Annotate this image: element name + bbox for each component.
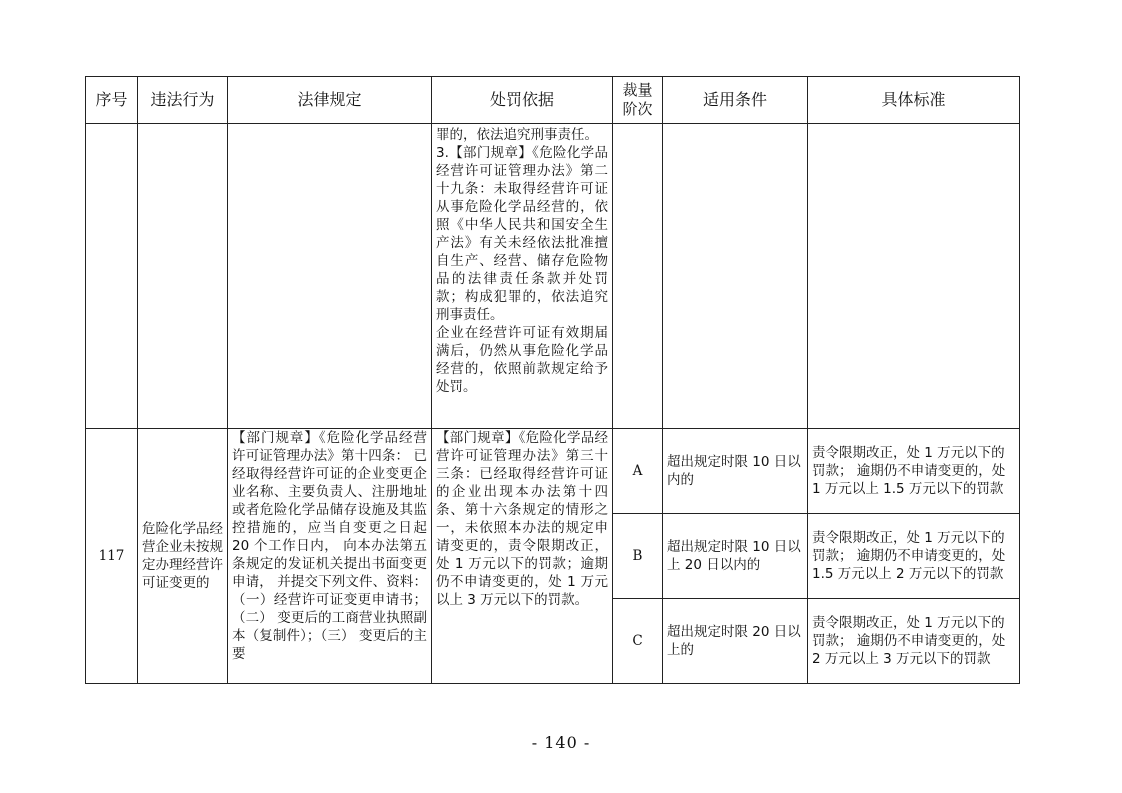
header-standard: 具体标准 bbox=[808, 77, 1020, 124]
table-row-117-a bbox=[86, 429, 1020, 514]
tier-standard-a: 责令限期改正，处 1 万元以下的罚款； 逾期仍不申请变更的，处 1 万元以上 1.5 万元以下的罚款 bbox=[808, 429, 1020, 514]
header-tier-line2: 阶次 bbox=[622, 100, 653, 118]
row117-law: 【部门规章】《危险化学品经营许可证管理办法》第十四条： 已经取得经营许可证的企业变更企业名称、主要负责人、注册地址或者危险化学品储存设施及其监控措施的，应当自变更之日起 20 个工作日内， 向本办法第五条规定的发证机关提出书面变更申请， 并提交下列文件、资料：（一）经营许可证变更申请书；（二） 变更后的工商营业执照副本（复制件）；（三） 变更后的主要 bbox=[228, 429, 432, 684]
continuation-penalty-cell bbox=[432, 124, 613, 429]
row117-penalty: 【部门规章】《危险化学品经营许可证管理办法》第三十三条：已经取得经营许可证的企业出现本办法第十四条、第十六条规定的情形之一，未依照本办法的规定申请变更的，责令限期改正，处 1 万元以下的罚款；逾期仍不申请变更的，处 1 万元以上 3 万元以下的罚款。 bbox=[432, 429, 613, 684]
header-law: 法律规定 bbox=[228, 77, 432, 124]
tier-level-c: C bbox=[613, 599, 663, 684]
continuation-standard-cell bbox=[808, 124, 1020, 429]
continuation-row bbox=[86, 124, 1020, 429]
tier-level-a: A bbox=[613, 429, 663, 514]
row117-behavior: 危险化学品经营企业未按规定办理经营许可证变更的 bbox=[138, 429, 228, 684]
header-tier-line1: 裁量 bbox=[622, 81, 653, 99]
tier-condition-b: 超出规定时限 10 日以上 20 日以内的 bbox=[663, 514, 808, 599]
page-number: - 140 - bbox=[531, 733, 591, 752]
penalty-standards-table bbox=[85, 76, 1020, 684]
continuation-condition-cell bbox=[663, 124, 808, 429]
header-behavior: 违法行为 bbox=[138, 77, 228, 124]
continuation-seq-cell bbox=[86, 124, 138, 429]
tier-standard-c: 责令限期改正，处 1 万元以下的罚款； 逾期仍不申请变更的，处 2 万元以上 3 万元以下的罚款 bbox=[808, 599, 1020, 684]
header-row bbox=[86, 77, 1020, 124]
header-condition: 适用条件 bbox=[663, 77, 808, 124]
header-tier bbox=[613, 77, 663, 124]
continuation-tier-cell bbox=[613, 124, 663, 429]
header-penalty: 处罚依据 bbox=[432, 77, 613, 124]
tier-condition-c: 超出规定时限 20 日以上的 bbox=[663, 599, 808, 684]
tier-level-b: B bbox=[613, 514, 663, 599]
continuation-penalty-para-3: 企业在经营许可证有效期届满后，仍然从事危险化学品经营的，依照前款规定给予处罚。 bbox=[436, 325, 608, 395]
continuation-penalty-para-2: 3.【部门规章】《危险化学品经营许可证管理办法》第二十九条：未取得经营许可证从事危险化学品经营的，依照《中华人民共和国安全生产法》有关未经依法批准擅自生产、经营、储存危险物品的法律责任条款并处罚款；构成犯罪的，依法追究刑事责任。 bbox=[436, 145, 608, 323]
continuation-penalty-para-1: 罪的，依法追究刑事责任。 bbox=[436, 127, 598, 143]
continuation-law-cell bbox=[228, 124, 432, 429]
tier-standard-b: 责令限期改正，处 1 万元以下的罚款； 逾期仍不申请变更的，处 1.5 万元以上 2 万元以下的罚款 bbox=[808, 514, 1020, 599]
header-seq: 序号 bbox=[86, 77, 138, 124]
tier-condition-a: 超出规定时限 10 日以内的 bbox=[663, 429, 808, 514]
row117-seq: 117 bbox=[86, 429, 138, 684]
continuation-behavior-cell bbox=[138, 124, 228, 429]
